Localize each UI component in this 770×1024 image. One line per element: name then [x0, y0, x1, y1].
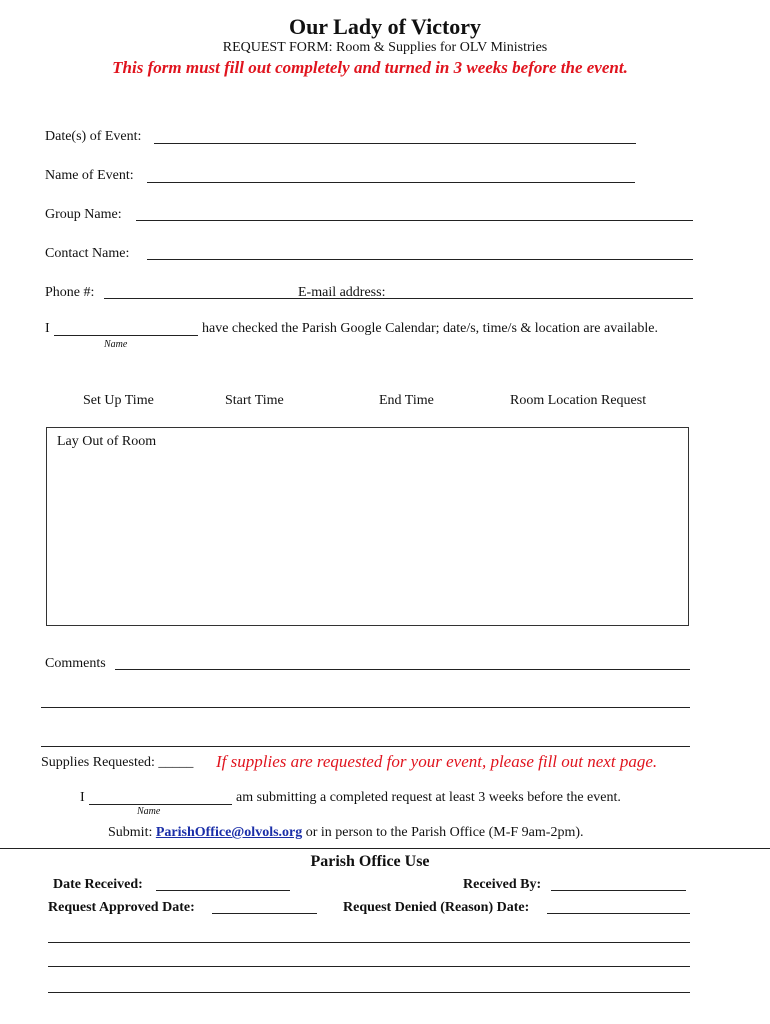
comments-input-line-3[interactable]	[41, 746, 690, 747]
denied-label: Request Denied (Reason) Date:	[343, 900, 530, 915]
end-time-label: End Time	[379, 393, 434, 408]
office-use-title: Parish Office Use	[310, 853, 430, 870]
received-by-label: Received By:	[463, 877, 542, 892]
received-by-input-line[interactable]	[551, 890, 686, 891]
calendar-check-prefix: I	[45, 321, 50, 336]
dates-input-line[interactable]	[154, 143, 636, 144]
calendar-check-text: have checked the Parish Google Calendar; date/s, time/s & location are available.	[202, 321, 658, 336]
phone-label: Phone #:	[45, 285, 95, 300]
office-notes-line-2[interactable]	[48, 966, 690, 967]
email-label: E-mail address:	[298, 285, 386, 300]
start-time-label: Start Time	[225, 393, 284, 408]
form-subtitle: REQUEST FORM: Room & Supplies for OLV Ministries	[222, 40, 548, 55]
submit-instructions	[108, 825, 584, 841]
contact-name-label: Contact Name:	[45, 246, 130, 261]
group-name-input-line[interactable]	[136, 220, 693, 221]
submitting-prefix: I	[80, 790, 85, 805]
comments-label: Comments	[45, 656, 106, 671]
setup-time-label: Set Up Time	[83, 393, 154, 408]
supplies-note: If supplies are requested for your event, please fill out next page.	[216, 752, 658, 771]
room-location-label: Room Location Request	[510, 393, 647, 408]
dates-label: Date(s) of Event:	[45, 129, 142, 144]
submitting-text: am submitting a completed request at least 3 weeks before the event.	[236, 790, 621, 805]
calendar-name-caption: Name	[104, 339, 128, 350]
office-use-separator	[0, 848, 770, 849]
room-layout-label: Lay Out of Room	[57, 434, 157, 449]
office-notes-line-3[interactable]	[48, 992, 690, 993]
comments-input-line-1[interactable]	[115, 669, 690, 670]
date-received-label: Date Received:	[53, 877, 143, 892]
submitting-name-caption: Name	[137, 806, 161, 817]
group-name-label: Group Name:	[45, 207, 122, 222]
denied-input-line[interactable]	[547, 913, 690, 914]
submit-prefix: Submit:	[108, 825, 153, 840]
date-received-input-line[interactable]	[156, 890, 290, 891]
form-title: Our Lady of Victory	[288, 14, 482, 39]
submit-suffix: or in person to the Parish Office (M-F 9am-2pm).	[305, 825, 584, 840]
room-layout-box[interactable]	[46, 427, 689, 626]
email-input-line[interactable]	[296, 298, 693, 299]
calendar-name-input-line[interactable]	[54, 335, 198, 336]
contact-name-input-line[interactable]	[147, 259, 693, 260]
comments-input-line-2[interactable]	[41, 707, 690, 708]
event-name-label: Name of Event:	[45, 168, 134, 183]
parish-office-email-link[interactable]: ParishOffice@olvols.org	[155, 825, 303, 840]
supplies-label: Supplies Requested: _____	[41, 755, 194, 770]
office-notes-line-1[interactable]	[48, 942, 690, 943]
approved-date-input-line[interactable]	[212, 913, 317, 914]
event-name-input-line[interactable]	[147, 182, 635, 183]
phone-input-line[interactable]	[104, 298, 296, 299]
submitting-name-input-line[interactable]	[89, 804, 232, 805]
deadline-warning: This form must fill out completely and turned in 3 weeks before the event.	[112, 58, 628, 77]
approved-date-label: Request Approved Date:	[48, 900, 195, 915]
